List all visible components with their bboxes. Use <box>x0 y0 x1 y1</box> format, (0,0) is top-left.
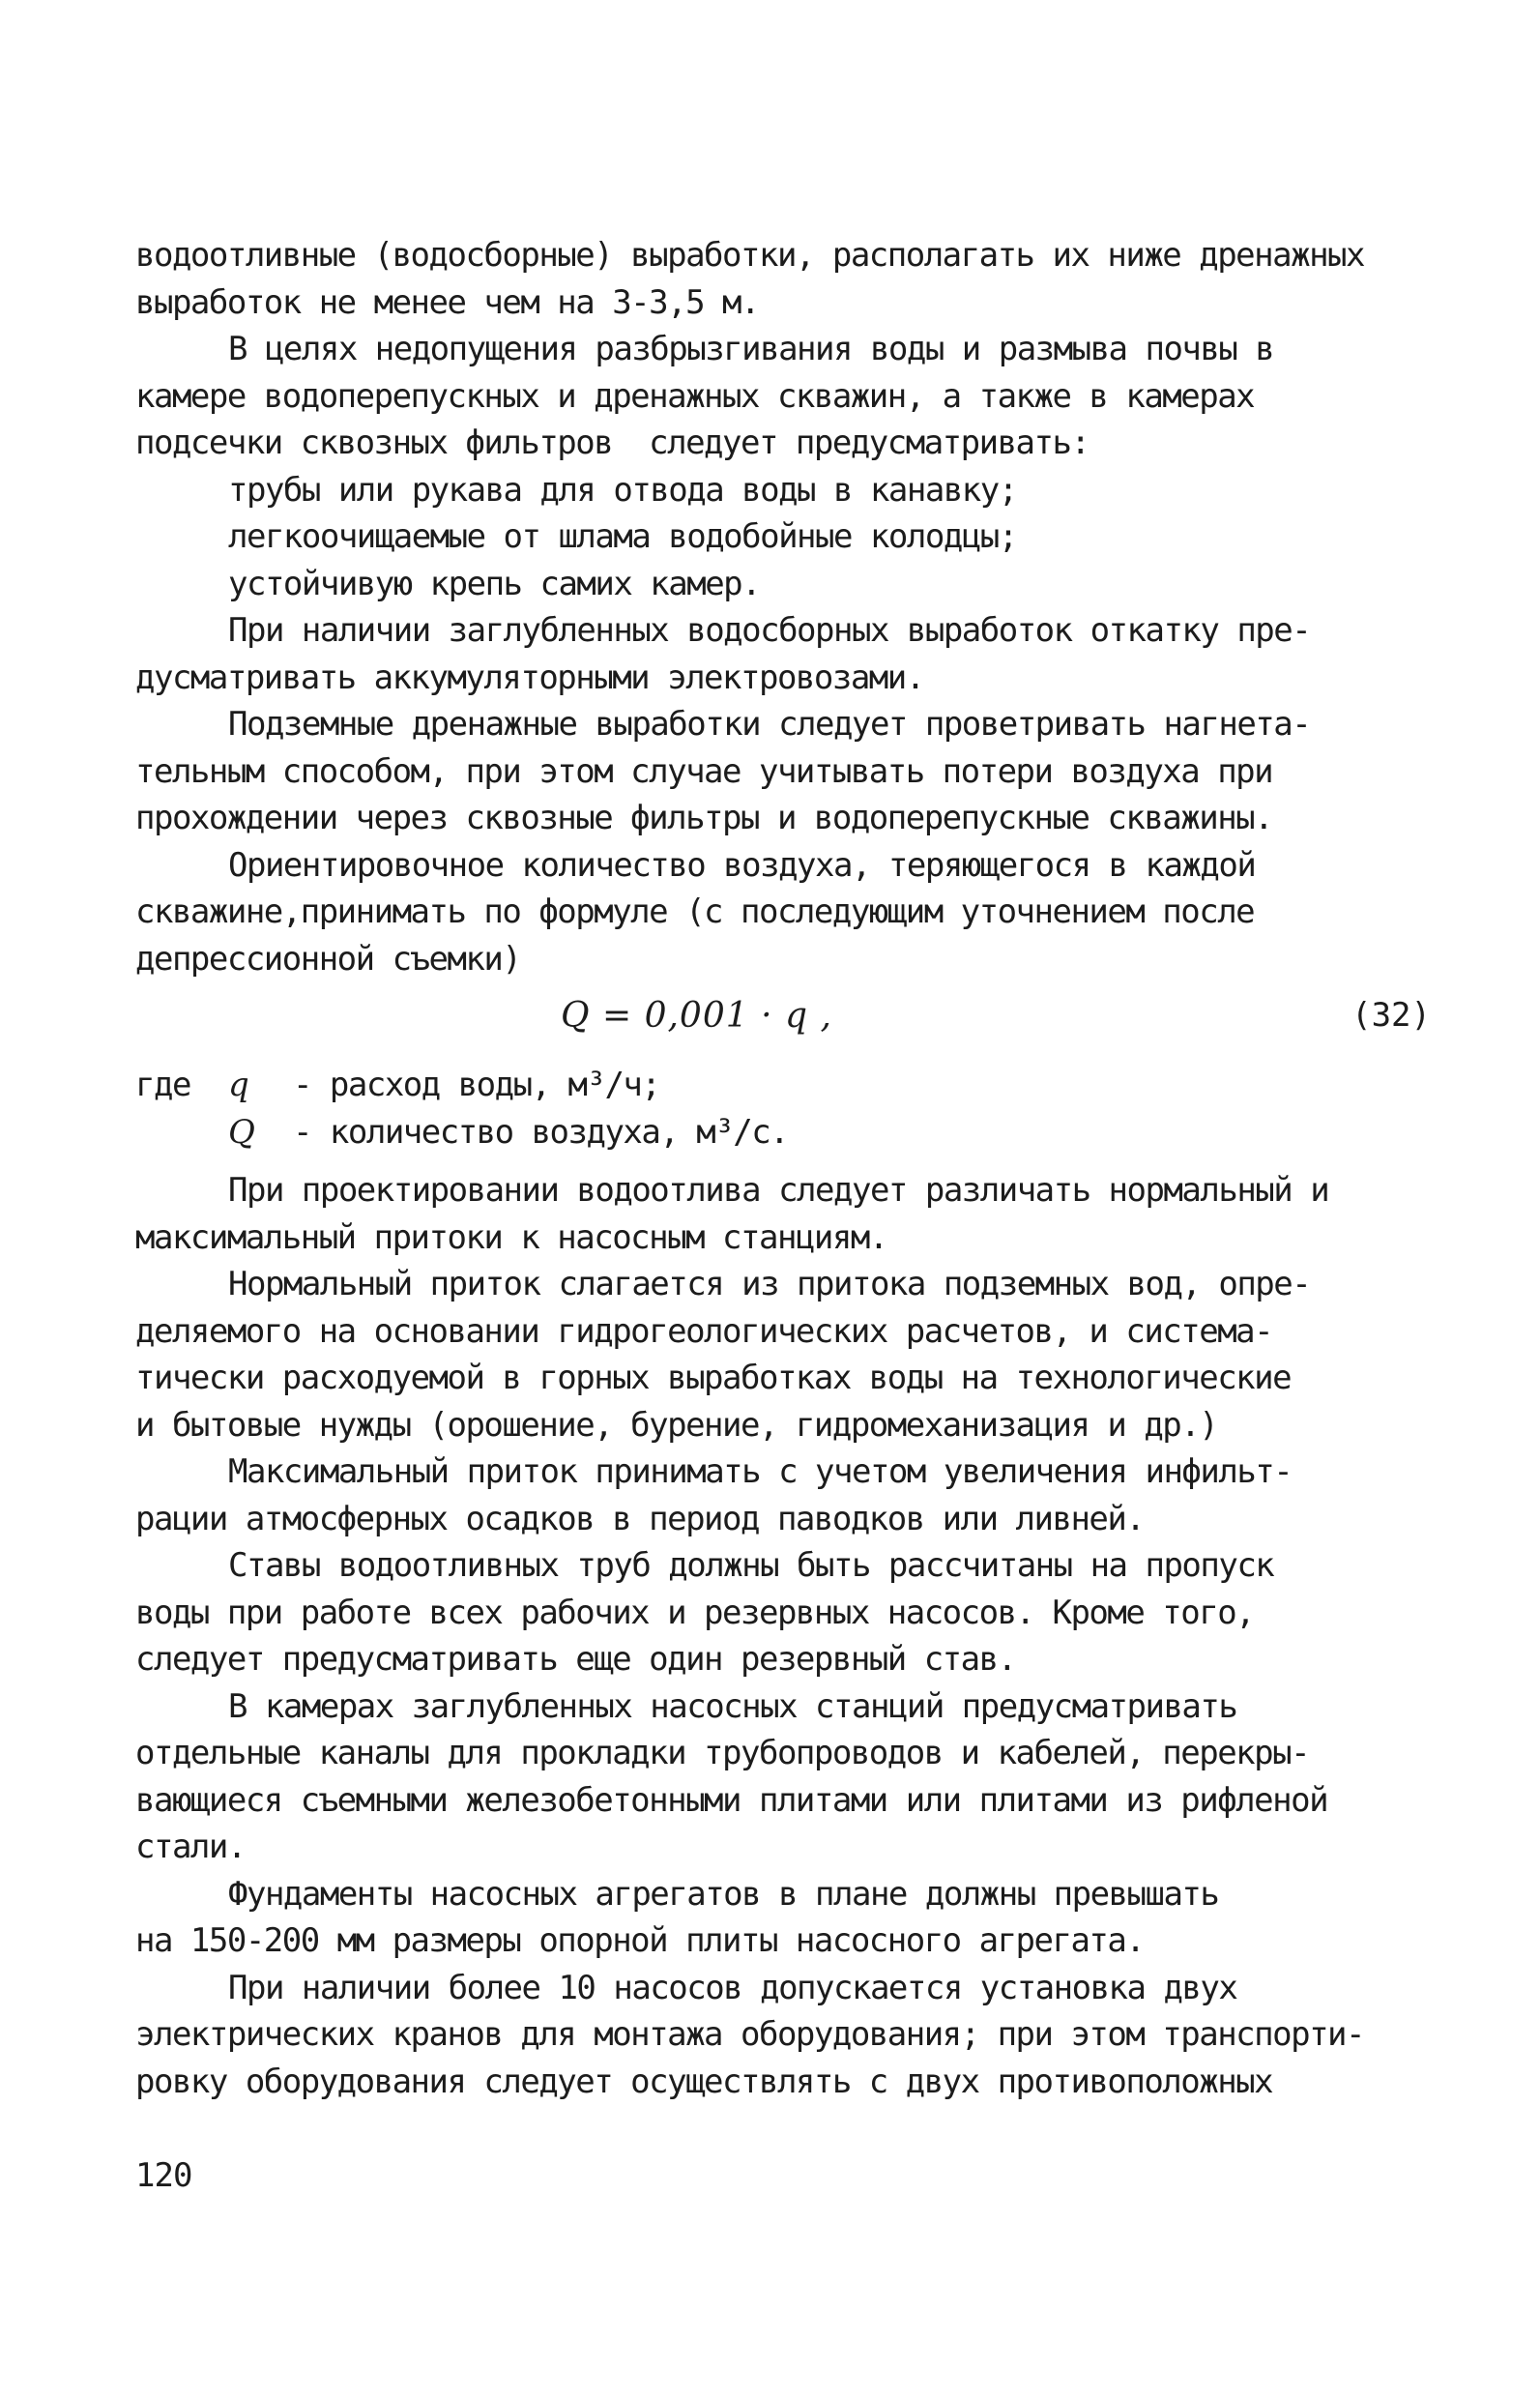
text-line: Ориентировочное количество воздуха, теряющегося в каждой <box>228 845 1256 885</box>
text-line: вающиеся съемными железобетонными плитами или плитами из рифленой <box>135 1780 1328 1820</box>
where-word: где <box>135 1066 190 1104</box>
paragraph-block-top <box>135 232 1431 982</box>
where-line-1 <box>135 1062 1431 1109</box>
where-line-2 <box>135 1109 1431 1156</box>
text-line: максимальный притоки к насосным станциям. <box>135 1217 887 1257</box>
text-line: тельным способом, при этом случае учитывать потери воздуха при <box>135 751 1273 791</box>
text-line: ровку оборудования следует осуществлять с двух противоположных <box>135 2062 1273 2101</box>
variable-symbol: q <box>228 1066 248 1104</box>
text-line: В целях недопущения разбрызгивания воды и размыва почвы в <box>228 330 1274 368</box>
text-line: и бытовые нужды (орошение, бурение, гидромеханизация и др.) <box>135 1405 1218 1445</box>
text-line: камере водоперепускных и дренажных скважин, а также в камерах <box>135 376 1255 416</box>
formula-number: (32) <box>1351 996 1431 1035</box>
text-line: Ставы водоотливных труб должны быть рассчитаны на пропуск <box>228 1546 1274 1585</box>
text-line: При наличии заглубленных водосборных выработок откатку пре- <box>228 611 1311 650</box>
text-line: дусматривать аккумуляторными электровозами. <box>135 658 924 697</box>
document-page <box>135 232 1431 2105</box>
text-line: трубы или рукава для отвода воды в канавку; <box>228 470 1017 510</box>
variable-description: - расход воды, м³/ч; <box>275 1066 660 1104</box>
text-line: водоотливные (водосборные) выработки, располагать их ниже дренажных <box>135 236 1364 275</box>
text-line: отдельные каналы для прокладки трубопроводов и кабелей, перекры- <box>135 1734 1310 1772</box>
text-line: рации атмосферных осадков в период паводков или ливней. <box>135 1499 1145 1538</box>
text-line: При проектировании водоотлива следует различать нормальный и <box>228 1171 1329 1210</box>
variable-symbol: Q <box>228 1112 254 1152</box>
formula-expression: Q = 0,001 · q , <box>561 996 832 1036</box>
paragraph-block-bottom <box>135 1167 1431 2105</box>
text-line: Фундаменты насосных агрегатов в плане должны превышать <box>228 1874 1219 1914</box>
formula-row <box>135 982 1431 1050</box>
text-line: скважине,принимать по формуле (с последующим уточнением после <box>135 892 1255 931</box>
variable-description: - количество воздуха, м³/с. <box>275 1112 789 1152</box>
text-line: Нормальный приток слагается из притока подземных вод, опре- <box>228 1265 1311 1303</box>
text-line: Максимальный приток принимать с учетом увеличения инфильт- <box>228 1452 1293 1491</box>
text-line: При наличии более 10 насосов допускается установка двух <box>228 1968 1237 2007</box>
text-line: депрессионной съемки) <box>135 939 521 979</box>
text-line: следует предусматривать еще один резервный став. <box>135 1640 1016 1679</box>
text-line: прохождении через сквозные фильтры и водоперепускные скважины. <box>135 799 1273 837</box>
text-line: легкоочищаемые от шлама водобойные колодцы; <box>228 517 1017 556</box>
text-line: деляемого на основании гидрогеологических расчетов, и система- <box>135 1311 1273 1351</box>
text-line: электрических кранов для монтажа оборудования; при этом транспорти- <box>135 2015 1364 2054</box>
text-line: Подземные дренажные выработки следует проветривать нагнета- <box>228 705 1311 744</box>
text-line: устойчивую крепь самих камер. <box>228 564 761 603</box>
text-line: выработок не менее чем на 3-3,5 м. <box>135 282 759 322</box>
text-line: на 150-200 мм размеры опорной плиты насосного агрегата. <box>135 1921 1145 1960</box>
text-line: подсечки сквозных фильтров следует предусматривать: <box>135 424 1090 462</box>
text-line: В камерах заглубленных насосных станций предусматривать <box>228 1686 1237 1726</box>
page-number: 120 <box>135 2156 192 2195</box>
text-line: воды при работе всех рабочих и резервных насосов. Кроме того, <box>135 1593 1255 1632</box>
text-line: тически расходуемой в горных выработках воды на технологические <box>135 1359 1292 1397</box>
text-line: стали. <box>135 1828 246 1866</box>
